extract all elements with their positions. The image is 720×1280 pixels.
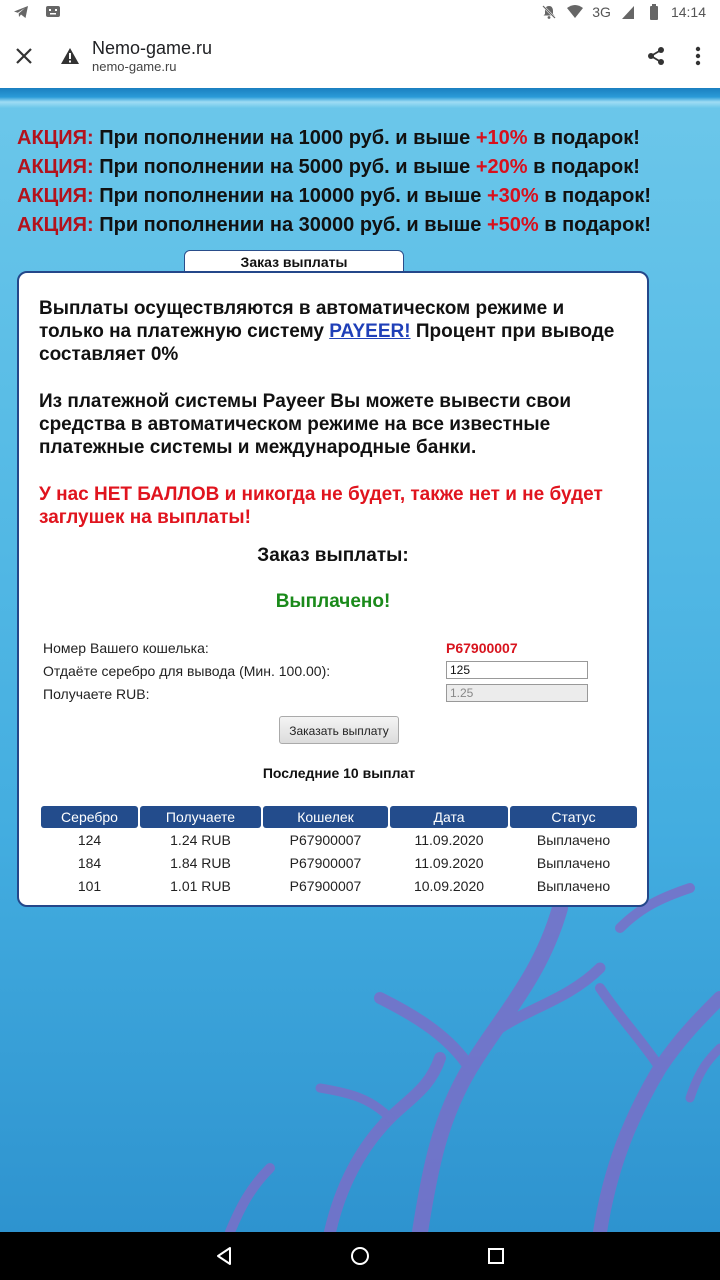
share-button[interactable] — [636, 32, 676, 80]
share-icon — [646, 46, 666, 66]
navigation-bar — [0, 1232, 720, 1280]
payeer-link[interactable]: PAYEER! — [329, 321, 411, 342]
order-payout-button[interactable]: Заказать выплату — [279, 716, 399, 744]
signal-icon — [619, 3, 637, 21]
table-cell: Выплачено — [536, 832, 611, 848]
page-url: nemo-game.ru — [92, 59, 177, 74]
table-cell: 11.09.2020 — [414, 832, 484, 848]
table-cell: 101 — [77, 878, 102, 894]
promo-label: АКЦИЯ: — [17, 214, 94, 236]
battery-icon — [645, 3, 663, 21]
back-triangle-icon — [215, 1246, 233, 1266]
column-header: Статус — [510, 806, 637, 828]
promo-text: При пополнении на 30000 руб. и выше — [93, 214, 487, 236]
promo-text-end: в подарок! — [538, 185, 652, 207]
close-icon — [15, 47, 33, 65]
wallet-label: Номер Вашего кошелька: — [43, 640, 209, 656]
game-notification-icon — [44, 3, 62, 21]
column-header: Серебро — [41, 806, 138, 828]
recents-button[interactable] — [476, 1236, 516, 1276]
more-vert-icon — [695, 46, 701, 66]
payout-info-text — [39, 297, 631, 366]
table-cell: P67900007 — [289, 855, 362, 871]
rub-amount-label: Получаете RUB: — [43, 686, 150, 702]
table-cell: Выплачено — [536, 878, 611, 894]
browser-toolbar — [0, 24, 720, 89]
promo-text-end: в подарок! — [527, 156, 640, 178]
warning-text: У нас НЕТ БАЛЛОВ и никогда не будет, также нет и не будет заглушек на выплаты! — [39, 484, 603, 528]
column-header: Получаете — [140, 806, 261, 828]
table-cell: 124 — [77, 832, 102, 848]
promo-label: АКЦИЯ: — [17, 185, 94, 207]
promo-label: АКЦИЯ: — [17, 127, 94, 149]
page-title-block[interactable] — [92, 37, 212, 75]
home-circle-icon — [350, 1246, 370, 1266]
promo-percent: +20% — [475, 156, 528, 178]
header-wave — [0, 88, 720, 108]
silver-amount-input[interactable] — [446, 661, 588, 679]
payout-status-message: Выплачено! — [275, 591, 391, 612]
promo-text-end: в подарок! — [527, 127, 640, 149]
promo-percent: +50% — [486, 214, 539, 236]
table-cell: 1.01 RUB — [170, 878, 231, 894]
payout-info-end: Процент при выводе составляет 0% — [39, 321, 615, 365]
table-cell: Выплачено — [536, 855, 611, 871]
status-bar — [0, 0, 720, 24]
insecure-warning-icon[interactable] — [58, 44, 82, 68]
telegram-icon — [12, 3, 30, 21]
table-cell: 184 — [77, 855, 102, 871]
table-row — [41, 852, 637, 874]
table-cell: P67900007 — [289, 832, 362, 848]
page-content[interactable] — [0, 88, 720, 1232]
payeer-info-text: Из платежной системы Payeer Вы можете вывести свои средства в автоматическом режиме на все известные платежные системы и международные банки. — [39, 391, 572, 458]
panel-tab-title: Заказ выплаты — [184, 250, 404, 273]
wallet-number: P67900007 — [446, 640, 518, 656]
close-tab-button[interactable] — [0, 32, 48, 80]
home-button[interactable] — [340, 1236, 380, 1276]
rub-amount-field — [446, 684, 588, 702]
column-header: Кошелек — [263, 806, 388, 828]
clock: 14:14 — [670, 4, 706, 20]
withdrawal-panel — [17, 271, 649, 907]
promo-line — [17, 211, 651, 240]
promo-text: При пополнении на 1000 руб. и выше — [93, 127, 476, 149]
coral-background-illustration — [0, 868, 720, 1232]
promo-line — [17, 182, 651, 211]
back-button[interactable] — [204, 1236, 244, 1276]
promo-percent: +10% — [475, 127, 528, 149]
table-cell: 11.09.2020 — [414, 855, 484, 871]
wifi-icon — [566, 3, 584, 21]
table-row — [41, 829, 637, 851]
promo-text: При пополнении на 5000 руб. и выше — [93, 156, 476, 178]
table-cell: 1.84 RUB — [170, 855, 231, 871]
table-cell: P67900007 — [289, 878, 362, 894]
recents-square-icon — [487, 1247, 505, 1265]
table-row — [41, 875, 637, 897]
last-payouts-title: Последние 10 выплат — [262, 765, 416, 781]
table-cell: 10.09.2020 — [413, 878, 485, 894]
promo-text-end: в подарок! — [538, 214, 652, 236]
promo-percent: +30% — [486, 185, 539, 207]
promo-list — [17, 124, 651, 240]
order-title: Заказ выплаты: — [257, 545, 409, 566]
payouts-table-header — [41, 806, 637, 828]
page-title: Nemo-game.ru — [92, 38, 213, 58]
silver-amount-label: Отдаёте серебро для вывода (Мин. 100.00): — [43, 663, 331, 679]
payout-info-start: Выплаты осуществляются в автоматическом режиме и только на платежную систему — [39, 298, 565, 342]
promo-line — [17, 153, 651, 182]
promo-line — [17, 124, 651, 153]
network-type: 3G — [592, 4, 611, 20]
promo-label: АКЦИЯ: — [17, 156, 94, 178]
promo-text: При пополнении на 10000 руб. и выше — [93, 185, 487, 207]
notifications-off-icon — [540, 3, 558, 21]
table-cell: 1.24 RUB — [170, 832, 231, 848]
more-menu-button[interactable] — [676, 32, 720, 80]
column-header: Дата — [390, 806, 508, 828]
